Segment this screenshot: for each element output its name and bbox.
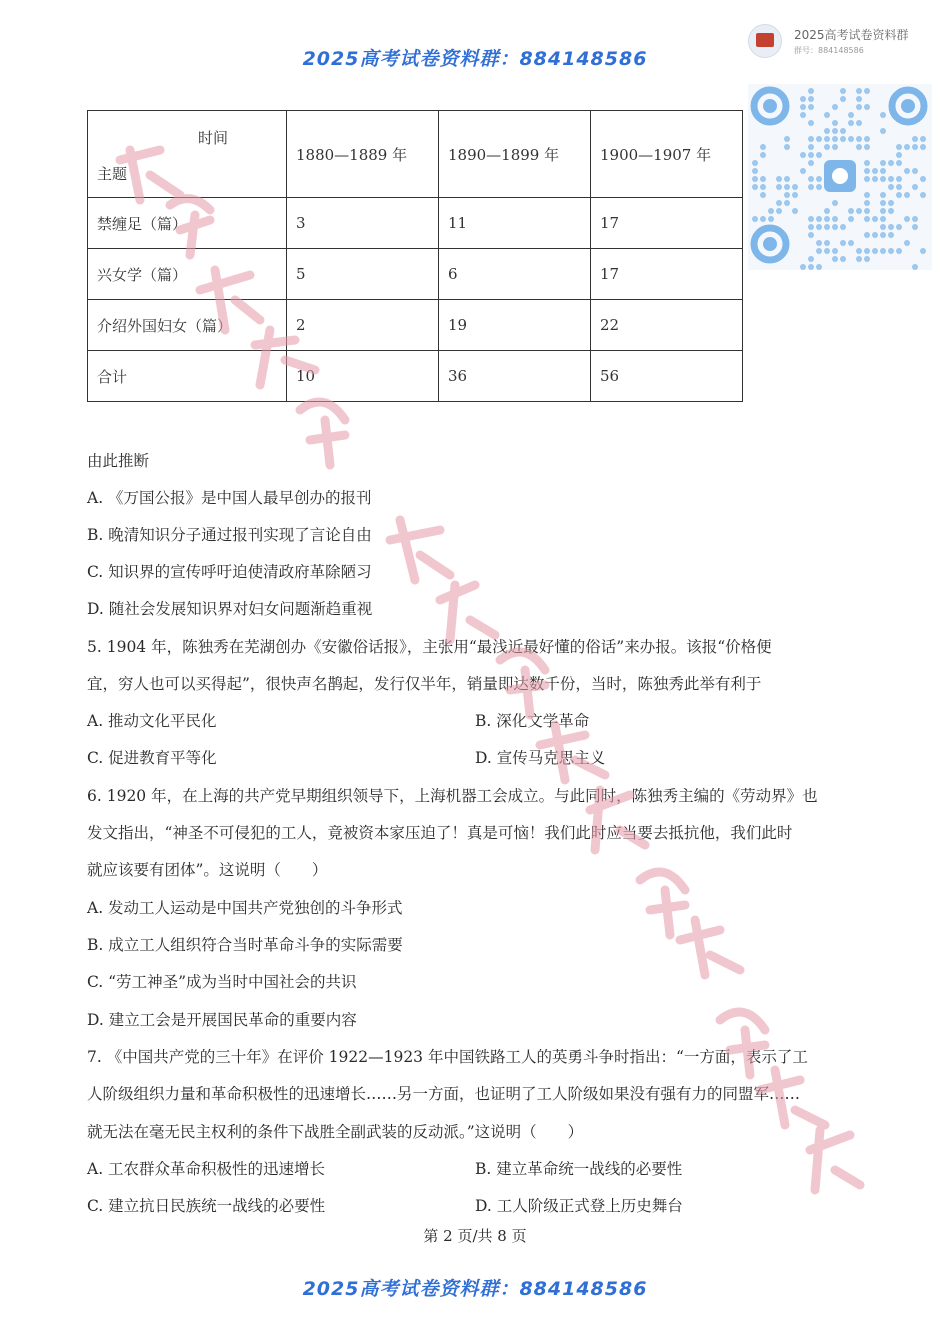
table-cell: 6 <box>439 249 591 300</box>
qr-title: 2025高考试卷资料群 <box>794 28 909 42</box>
table-cell: 5 <box>287 249 439 300</box>
table-cell: 22 <box>591 300 743 351</box>
table-cell: 3 <box>287 198 439 249</box>
q5-option-a: A. 推动文化平民化 <box>87 712 217 730</box>
q5-option-c: C. 促进教育平等化 <box>87 749 217 767</box>
table-cell: 19 <box>439 300 591 351</box>
qr-subtitle: 群号：884148586 <box>794 46 864 55</box>
q7-option-c: C. 建立抗日民族统一战线的必要性 <box>87 1197 326 1215</box>
q4-lead: 由此推断 <box>87 452 150 470</box>
column-header: 1880—1889 年 <box>287 111 439 198</box>
q4-option-c: C. 知识界的宣传呼吁迫使清政府革除陋习 <box>87 563 372 581</box>
q4-option-b: B. 晚清知识分子通过报刊实现了言论自由 <box>87 526 372 544</box>
header-time-label: 时间 <box>198 129 229 147</box>
bottom-banner: 2025高考试卷资料群：884148586 <box>302 1278 648 1300</box>
top-banner: 2025高考试卷资料群：884148586 <box>302 48 648 70</box>
qr-code-icon[interactable] <box>748 84 932 270</box>
q5-option-b: B. 深化文学革命 <box>475 712 590 730</box>
group-logo-icon <box>748 24 782 58</box>
qr-group-card <box>742 8 942 278</box>
table-row <box>88 249 743 300</box>
q7-stem-line2: 人阶级组织力量和革命积极性的迅速增长……另一方面，也证明了工人阶级如果没有强有力的同盟军…… <box>87 1085 801 1103</box>
row-label: 禁缠足（篇） <box>88 198 287 249</box>
q6-stem-line2: 发文指出，“神圣不可侵犯的工人，竟被资本家压迫了！真是可恼！我们此时应当要去抵抗他，我们此时 <box>87 824 793 842</box>
q4-option-d: D. 随社会发展知识界对妇女问题渐趋重视 <box>87 600 373 618</box>
q6-stem-line3: 就应该要有团体”。这说明（ ） <box>87 861 328 879</box>
table-cell: 36 <box>439 351 591 402</box>
table-cell: 17 <box>591 198 743 249</box>
table-row <box>88 351 743 402</box>
statistics-table <box>87 110 743 402</box>
q5-stem-line2: 宜，穷人也可以买得起”，很快声名鹊起，发行仅半年，销量即达数千份，当时，陈独秀此举有利于 <box>87 675 762 693</box>
q6-option-a: A. 发动工人运动是中国共产党独创的斗争形式 <box>87 899 403 917</box>
q6-stem-line1: 6. 1920 年，在上海的共产党早期组织领导下，上海机器工会成立。与此同时，陈独秀主编的《劳动界》也 <box>87 787 818 805</box>
qr-header <box>742 16 942 62</box>
row-label: 介绍外国妇女（篇） <box>88 300 287 351</box>
q4-option-a: A. 《万国公报》是中国人最早创办的报刊 <box>87 489 372 507</box>
q6-option-c: C. “劳工神圣”成为当时中国社会的共识 <box>87 973 357 991</box>
q5-stem-line1: 5. 1904 年，陈独秀在芜湖创办《安徽俗话报》，主张用“最浅近最好懂的俗话”来办报。该报“价格便 <box>87 638 772 656</box>
table-cell: 2 <box>287 300 439 351</box>
q7-stem-line1: 7. 《中国共产党的三十年》在评价 1922—1923 年中国铁路工人的英勇斗争时指出：“一方面，表示了工 <box>87 1048 808 1066</box>
q6-option-d: D. 建立工会是开展国民革命的重要内容 <box>87 1011 357 1029</box>
column-header: 1890—1899 年 <box>439 111 591 198</box>
column-header: 1900—1907 年 <box>591 111 743 198</box>
q7-stem-line3: 就无法在毫无民主权利的条件下战胜全副武装的反动派。”这说明（ ） <box>87 1123 584 1141</box>
table-row <box>88 198 743 249</box>
row-label: 合计 <box>88 351 287 402</box>
q7-option-d: D. 工人阶级正式登上历史舞台 <box>475 1197 683 1215</box>
page-number: 第 2 页/共 8 页 <box>423 1227 527 1245</box>
row-label: 兴女学（篇） <box>88 249 287 300</box>
table-cell: 10 <box>287 351 439 402</box>
table-cell: 17 <box>591 249 743 300</box>
table-cell: 56 <box>591 351 743 402</box>
table-cell: 11 <box>439 198 591 249</box>
header-topic-label: 主题 <box>97 165 128 183</box>
q7-option-a: A. 工农群众革命积极性的迅速增长 <box>87 1160 326 1178</box>
q7-option-b: B. 建立革命统一战线的必要性 <box>475 1160 683 1178</box>
table-header-corner <box>88 111 287 198</box>
q5-option-d: D. 宣传马克思主义 <box>475 749 606 767</box>
q6-option-b: B. 成立工人组织符合当时革命斗争的实际需要 <box>87 936 403 954</box>
table-row <box>88 300 743 351</box>
